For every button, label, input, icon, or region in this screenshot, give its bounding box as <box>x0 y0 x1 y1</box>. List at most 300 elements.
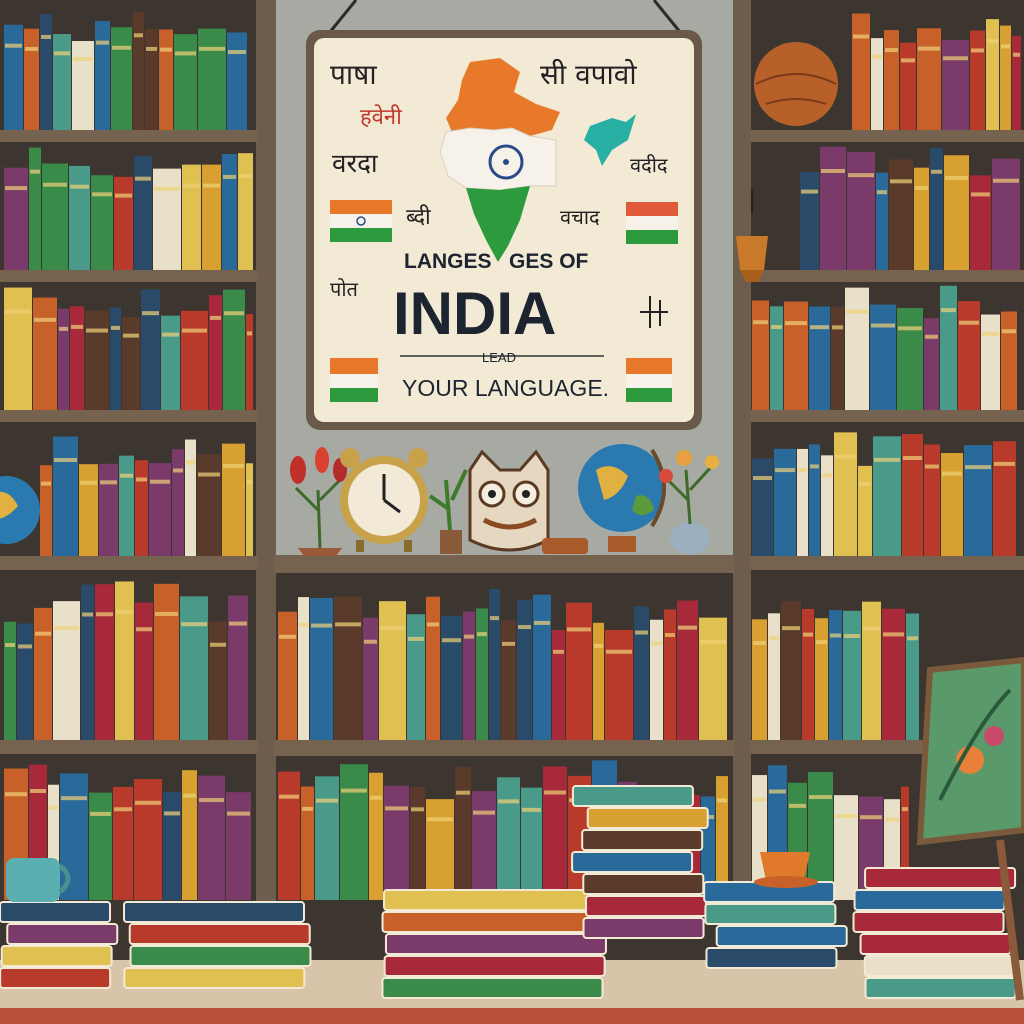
stacked-book <box>861 934 1011 954</box>
book-spine <box>455 767 471 900</box>
book-spine-band <box>5 186 27 190</box>
book-spine <box>315 776 339 900</box>
book-spine <box>91 175 113 270</box>
book-spine-band <box>18 644 32 648</box>
book-spine-band <box>753 476 772 480</box>
book-spine-band <box>874 458 900 462</box>
book-spine <box>829 610 842 740</box>
book-spine <box>135 603 153 740</box>
book-spine <box>809 444 820 556</box>
book-spine-band <box>54 626 79 630</box>
book-spine <box>58 309 69 410</box>
stacked-book <box>854 912 1004 932</box>
book-spine <box>517 600 532 740</box>
book-spine-band <box>903 456 922 460</box>
book-spine-band <box>846 310 868 314</box>
book-spine <box>182 770 197 900</box>
book-spine <box>834 432 857 556</box>
script-label: ब्दी <box>406 205 431 230</box>
book-spine-band <box>883 632 904 636</box>
book-spine-band <box>299 623 308 627</box>
book-spine-band <box>821 169 845 173</box>
book-spine-band <box>918 47 940 51</box>
book-spine <box>172 449 184 556</box>
book-spine <box>852 14 870 130</box>
book-spine-band <box>769 636 779 640</box>
book-spine-band <box>464 635 474 639</box>
book-spine-band <box>982 332 999 336</box>
book-spine <box>797 449 808 556</box>
book-spine-band <box>848 173 874 177</box>
book-spine-band <box>1013 53 1020 57</box>
book-spine <box>407 614 425 740</box>
book-spine-band <box>771 325 782 329</box>
book-spine-band <box>5 310 31 314</box>
poster-title: INDIA <box>393 280 557 347</box>
book-spine-band <box>135 801 161 805</box>
book-spine-band <box>544 790 566 794</box>
book-spine-band <box>427 622 439 626</box>
book-spine <box>301 786 314 900</box>
stacked-book <box>583 874 703 894</box>
book-spine <box>924 318 939 410</box>
book-spine <box>917 28 941 130</box>
book-spine <box>115 581 134 740</box>
book-spine <box>222 154 237 270</box>
book-spine <box>141 289 160 410</box>
book-spine-band <box>898 326 922 330</box>
book-spine-band <box>279 635 296 639</box>
book-spine <box>768 613 780 740</box>
book-spine <box>472 791 496 900</box>
book-spine <box>924 444 940 556</box>
book-spine <box>752 458 773 556</box>
book-spine <box>992 159 1020 270</box>
book-spine-band <box>73 57 93 61</box>
book-spine-band <box>199 798 224 802</box>
book-spine-band <box>311 624 332 628</box>
teacup-icon-left <box>6 858 68 902</box>
book-spine-band <box>136 627 152 631</box>
stacked-book <box>384 890 604 910</box>
book-spine <box>72 41 94 130</box>
book-spine-band <box>96 41 109 45</box>
book-spine <box>964 445 992 556</box>
script-label: हवेनी <box>360 105 402 130</box>
book-spine-band <box>61 796 87 800</box>
stacked-book <box>124 968 304 988</box>
book-spine-band <box>247 331 252 335</box>
book-spine <box>847 152 875 270</box>
book-spine-band <box>518 625 531 629</box>
book-spine <box>145 29 158 130</box>
book-spine <box>238 153 253 270</box>
book-spine <box>89 793 112 900</box>
book-spine-band <box>90 812 111 816</box>
book-spine-band <box>1002 329 1016 333</box>
rug-edge <box>0 1008 1024 1024</box>
stacked-book <box>586 896 706 916</box>
book-spine <box>501 620 516 740</box>
book-spine <box>340 764 368 900</box>
book-spine <box>202 165 221 270</box>
book-spine-band <box>34 318 56 322</box>
poster-heading-line: LANGES GES OF <box>404 250 589 273</box>
stacked-book <box>866 978 1016 998</box>
book-spine <box>149 463 171 556</box>
book-spine-band <box>477 632 487 636</box>
book-spine-band <box>844 634 860 638</box>
book-spine <box>699 618 727 740</box>
book-spine-band <box>534 621 550 625</box>
book-spine <box>17 623 33 740</box>
book-spine <box>134 779 162 900</box>
book-spine <box>40 465 52 556</box>
book-spine <box>40 14 52 130</box>
book-spine <box>209 295 222 410</box>
stacked-book <box>385 956 605 976</box>
stacked-book <box>573 786 693 806</box>
book-spine-band <box>341 789 367 793</box>
stacked-book <box>706 948 836 968</box>
book-spine <box>970 30 985 130</box>
book-spine-band <box>753 798 766 802</box>
book-spine <box>4 25 23 130</box>
book-spine-band <box>100 480 117 484</box>
book-spine <box>970 175 991 270</box>
stacked-book <box>865 956 1015 976</box>
book-spine <box>222 444 245 556</box>
book-spine <box>226 792 251 900</box>
book-spine <box>897 308 923 410</box>
book-spine <box>135 460 148 556</box>
book-spine-band <box>70 185 89 189</box>
book-spine <box>174 34 197 130</box>
book-spine <box>228 596 248 740</box>
book-spine-band <box>92 192 112 196</box>
book-spine-band <box>223 464 244 468</box>
book-spine-band <box>43 183 67 187</box>
book-spine-band <box>798 468 807 472</box>
book-spine-band <box>522 808 541 812</box>
stacked-book <box>582 830 702 850</box>
book-spine-band <box>606 650 632 654</box>
book-spine <box>159 30 173 130</box>
book-spine-band <box>498 799 519 803</box>
book-spine <box>246 314 253 410</box>
book-spine <box>34 608 52 740</box>
book-spine-band <box>111 326 120 330</box>
book-spine <box>95 584 114 740</box>
book-spine <box>664 610 676 740</box>
book-spine-band <box>860 815 882 819</box>
book-spine-band <box>30 170 40 174</box>
stacked-book <box>383 912 603 932</box>
stacked-book <box>572 852 692 872</box>
book-spine-band <box>871 324 895 328</box>
book-spine-band <box>224 311 244 315</box>
book-spine <box>134 156 152 270</box>
book-spine <box>81 585 94 740</box>
book-spine-band <box>594 644 603 648</box>
book-spine-band <box>25 47 38 51</box>
book-spine-band <box>427 817 453 821</box>
book-spine <box>379 601 406 740</box>
book-spine-band <box>785 321 807 325</box>
book-spine <box>426 799 454 900</box>
book-spine <box>958 301 980 410</box>
book-spine <box>85 311 109 410</box>
book-spine-band <box>370 796 382 800</box>
book-spine <box>114 177 133 270</box>
book-spine <box>410 787 425 900</box>
stacked-book <box>584 918 704 938</box>
stacked-book <box>7 924 117 944</box>
book-spine <box>161 316 180 410</box>
book-spine-band <box>54 458 77 462</box>
book-spine <box>521 788 542 900</box>
book-spine-band <box>993 179 1019 183</box>
book-spine-band <box>490 616 499 620</box>
decorative-ball <box>754 42 838 126</box>
book-spine <box>223 290 245 410</box>
book-spine <box>831 307 844 410</box>
book-spine-band <box>810 464 819 468</box>
book-spine-band <box>279 795 299 799</box>
book-spine <box>24 29 39 130</box>
book-spine-band <box>210 643 226 647</box>
flag-icon-right-top <box>626 202 678 244</box>
book-spine <box>79 464 98 556</box>
book-spine <box>873 436 901 556</box>
book-spine-band <box>385 806 408 810</box>
book-spine-band <box>154 187 180 191</box>
book-spine <box>4 168 28 270</box>
book-spine <box>650 620 663 740</box>
book-spine-band <box>885 817 899 821</box>
book-spine-band <box>717 798 727 802</box>
book-spine-band <box>945 176 968 180</box>
poster-tagline: YOUR LANGUAGE. <box>402 375 610 401</box>
book-spine-band <box>82 613 93 617</box>
book-spine-band <box>987 39 998 43</box>
book-spine <box>133 12 144 130</box>
book-spine-band <box>502 642 515 646</box>
book-spine <box>489 589 500 740</box>
book-spine <box>1001 312 1017 410</box>
book-spine <box>862 602 881 740</box>
book-spine-band <box>877 190 887 194</box>
book-spine <box>154 584 179 740</box>
book-spine-band <box>816 640 827 644</box>
book-spine-band <box>198 473 220 477</box>
book-spine <box>298 597 309 740</box>
book-spine-band <box>810 325 829 329</box>
book-spine <box>181 311 208 410</box>
book-spine-band <box>835 455 856 459</box>
book-spine-band <box>183 794 196 798</box>
book-spine <box>42 164 68 270</box>
book-spine-band <box>700 640 726 644</box>
book-spine <box>122 317 140 410</box>
book-spine-band <box>925 465 939 469</box>
stacked-book <box>130 924 310 944</box>
stacked-book <box>2 946 112 966</box>
book-spine-band <box>863 627 880 631</box>
book-spine-band <box>902 807 908 811</box>
book-spine-band <box>971 48 984 52</box>
book-spine <box>33 298 57 410</box>
book-spine-band <box>915 186 928 190</box>
book-spine <box>944 155 969 270</box>
book-spine <box>198 776 225 900</box>
book-spine-band <box>210 316 221 320</box>
book-spine <box>384 786 409 900</box>
book-spine-band <box>112 46 131 50</box>
book-spine <box>834 795 858 900</box>
book-spine <box>111 27 132 130</box>
book-spine <box>906 614 919 740</box>
book-spine <box>871 38 883 130</box>
book-spine-band <box>925 335 938 339</box>
book-spine <box>60 773 88 900</box>
book-spine-band <box>173 468 183 472</box>
stacked-book <box>386 934 606 954</box>
book-spine <box>69 166 90 270</box>
language-poster <box>306 30 702 430</box>
book-spine <box>441 616 462 740</box>
script-label: वचाद <box>560 205 600 229</box>
book-spine-band <box>789 804 806 808</box>
book-spine <box>1000 26 1011 130</box>
book-spine-band <box>411 807 424 811</box>
book-spine-band <box>160 48 172 52</box>
book-spine <box>800 172 819 270</box>
book-spine-band <box>872 55 882 59</box>
book-spine <box>29 148 41 270</box>
book-spine <box>882 609 905 740</box>
book-spine <box>902 434 923 556</box>
book-spine-band <box>41 482 51 486</box>
script-label: पाषा <box>330 58 377 91</box>
book-spine-band <box>136 477 147 481</box>
book-spine-band <box>635 631 648 635</box>
stacked-book <box>717 926 847 946</box>
book-spine <box>163 792 181 900</box>
book-spine <box>634 606 649 740</box>
book-spine-band <box>907 636 918 640</box>
flag-icon-left-bottom <box>330 358 378 402</box>
book-spine <box>53 436 78 556</box>
book-spine-band <box>116 610 133 614</box>
book-spine <box>119 456 134 556</box>
book-spine-band <box>408 637 424 641</box>
book-spine <box>543 766 567 900</box>
book-spine-band <box>164 811 180 815</box>
book-spine-band <box>822 473 832 477</box>
book-spine-band <box>942 472 962 476</box>
book-spine-band <box>120 474 133 478</box>
book-spine-band <box>182 329 207 333</box>
book-spine-band <box>1001 44 1010 48</box>
book-spine <box>1012 36 1021 130</box>
flag-icon-left-top <box>330 200 392 242</box>
book-spine-band <box>162 333 179 337</box>
book-spine-band <box>5 44 22 48</box>
book-spine <box>278 612 297 740</box>
stacked-book <box>588 808 708 828</box>
book-spine-band <box>931 170 942 174</box>
book-spine-band <box>678 626 697 630</box>
book-spine <box>99 464 118 556</box>
book-spine-band <box>227 812 250 816</box>
book-spine <box>677 601 698 740</box>
book-spine-band <box>753 641 766 645</box>
book-spine-band <box>809 795 832 799</box>
book-spine <box>363 618 378 740</box>
book-spine <box>884 30 899 130</box>
book-spine-band <box>134 33 143 37</box>
book-spine <box>593 623 604 740</box>
script-label: पोत <box>330 277 358 301</box>
book-spine-band <box>123 334 139 338</box>
book-spine-band <box>199 47 225 51</box>
book-spine-band <box>142 311 159 315</box>
book-spine-band <box>181 622 207 626</box>
book-spine-band <box>853 35 869 39</box>
book-spine-band <box>228 50 246 54</box>
book-spine <box>209 621 227 740</box>
stacked-book <box>130 946 310 966</box>
stacked-book <box>0 968 110 988</box>
book-spine-band <box>71 325 83 329</box>
book-spine <box>809 307 830 410</box>
book-spine-band <box>203 184 220 188</box>
book-spine-band <box>665 633 675 637</box>
book-spine-band <box>223 175 236 179</box>
book-spine <box>566 603 592 740</box>
stacked-book <box>865 868 1015 888</box>
book-spine <box>770 306 783 410</box>
book-spine <box>821 455 833 556</box>
book-spine-band <box>183 184 200 188</box>
book-spine-band <box>80 481 97 485</box>
book-spine-band <box>943 56 968 60</box>
book-spine <box>497 777 520 900</box>
book-spine-band <box>316 799 338 803</box>
book-spine <box>802 609 814 740</box>
book-spine-band <box>155 612 178 616</box>
book-spine-band <box>150 480 170 484</box>
book-spine <box>820 147 846 270</box>
book-spine-band <box>959 321 979 325</box>
book-spine <box>784 302 808 410</box>
book-spine <box>70 306 84 410</box>
book-spine <box>4 622 16 740</box>
shelf-post-right <box>733 0 751 1024</box>
book-spine-band <box>239 174 252 178</box>
book-spine-band <box>901 58 915 62</box>
book-spine-band <box>859 482 871 486</box>
book-spine <box>246 463 253 556</box>
book-spine <box>986 19 999 130</box>
stacked-book <box>705 904 835 924</box>
book-spine <box>463 612 475 740</box>
book-spine <box>752 301 769 410</box>
book-spine-band <box>753 320 768 324</box>
book-spine-band <box>442 638 461 642</box>
book-stack-small <box>542 538 588 554</box>
